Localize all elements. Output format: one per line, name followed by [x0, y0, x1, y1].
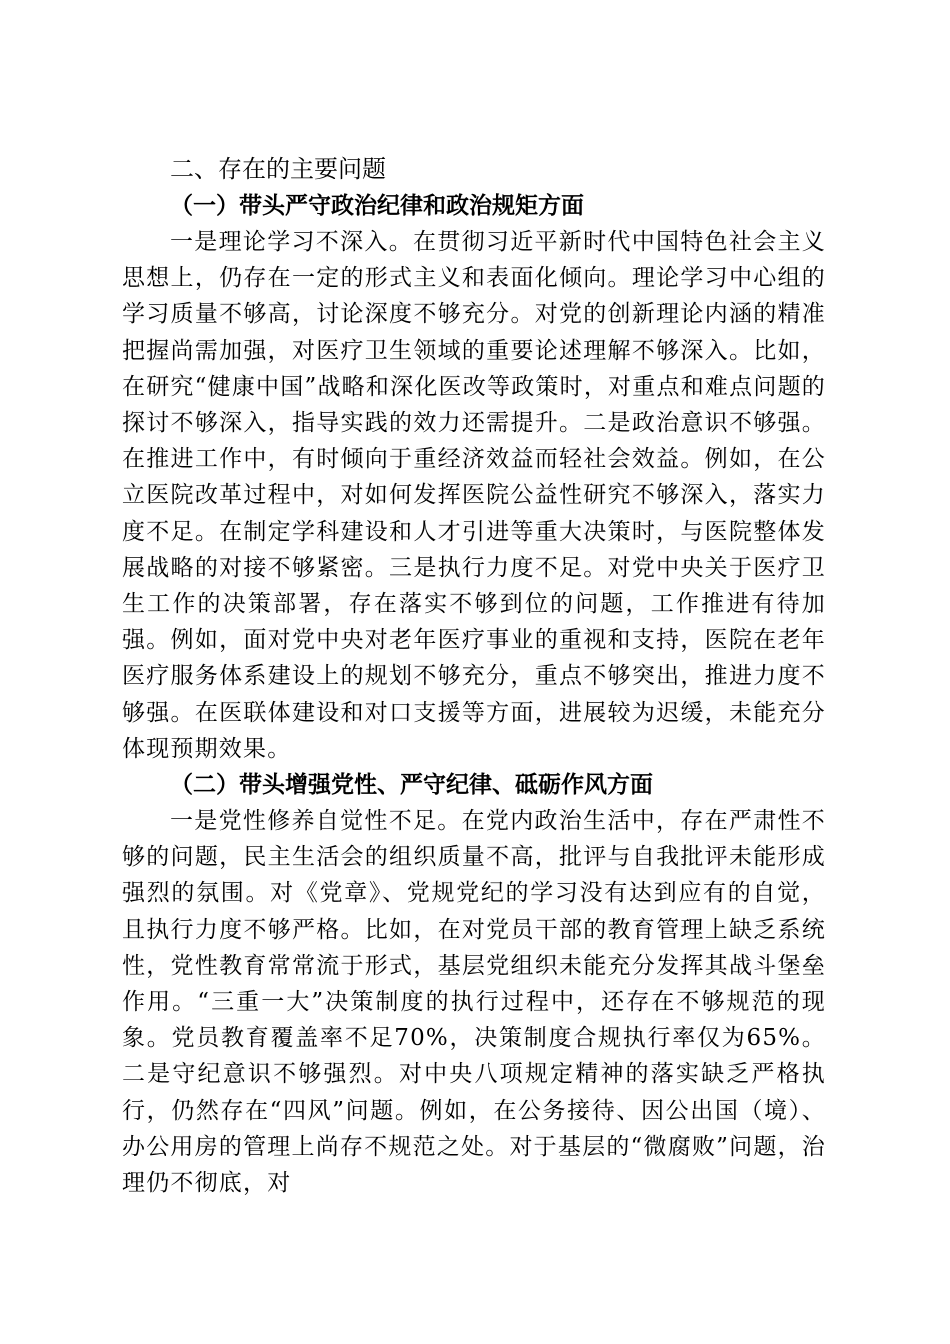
subsection-body-1: 一是理论学习不深入。在贯彻习近平新时代中国特色社会主义思想上，仍存在一定的形式主义和表面化倾向。理论学习中心组的学习质量不够高，讨论深度不够充分。对党的创新理论内涵的精准把握尚需加强，对医疗卫生领域的重要论述理解不够深入。比如，在研究“健康中国”战略和深化医改等政策时，对重点和难点问题的探讨不够深入，指导实践的效力还需提升。二是政治意识不够强。在推进工作中，有时倾向于重经济效益而轻社会效益。例如，在公立医院改革过程中，对如何发挥医院公益性研究不够深入，落实力度不足。在制定学科建设和人才引进等重大决策时，与医院整体发展战略的对接不够紧密。三是执行力度不足。对党中央关于医疗卫生工作的决策部署，存在落实不够到位的问题，工作推进有待加强。例如，面对党中央对老年医疗事业的重视和支持，医院在老年医疗服务体系建设上的规划不够充分，重点不够突出，推进力度不够强。在医联体建设和对口支援等方面，进展较为迟缓，未能充分体现预期效果。 [122, 229, 826, 762]
subsection-body-2: 一是党性修养自觉性不足。在党内政治生活中，存在严肃性不够的问题，民主生活会的组织质量不高，批评与自我批评未能形成强烈的氛围。对《党章》、党规党纪的学习没有达到应有的自觉，且执行力度不够严格。比如，在对党员干部的教育管理上缺乏系统性，党性教育常常流于形式，基层党组织未能充分发挥其战斗堡垒作用。“三重一大”决策制度的执行过程中，还存在不够规范的现象。党员教育覆盖率不足70%，决策制度合规执行率仅为65%。二是守纪意识不够强烈。对中央八项规定精神的落实缺乏严格执行，仍然存在“四风”问题。例如，在公务接待、因公出国（境）、办公用房的管理上尚存不规范之处。对于基层的“微腐败”问题，治理仍不彻底，对 [122, 808, 826, 1197]
section-title: 二、存在的主要问题 [170, 155, 386, 183]
subsection-title-1: （一）带头严守政治纪律和政治规矩方面 [170, 192, 584, 219]
subsection-title-2: （二）带头增强党性、严守纪律、砥砺作风方面 [170, 771, 653, 799]
document-body [122, 150, 826, 1201]
